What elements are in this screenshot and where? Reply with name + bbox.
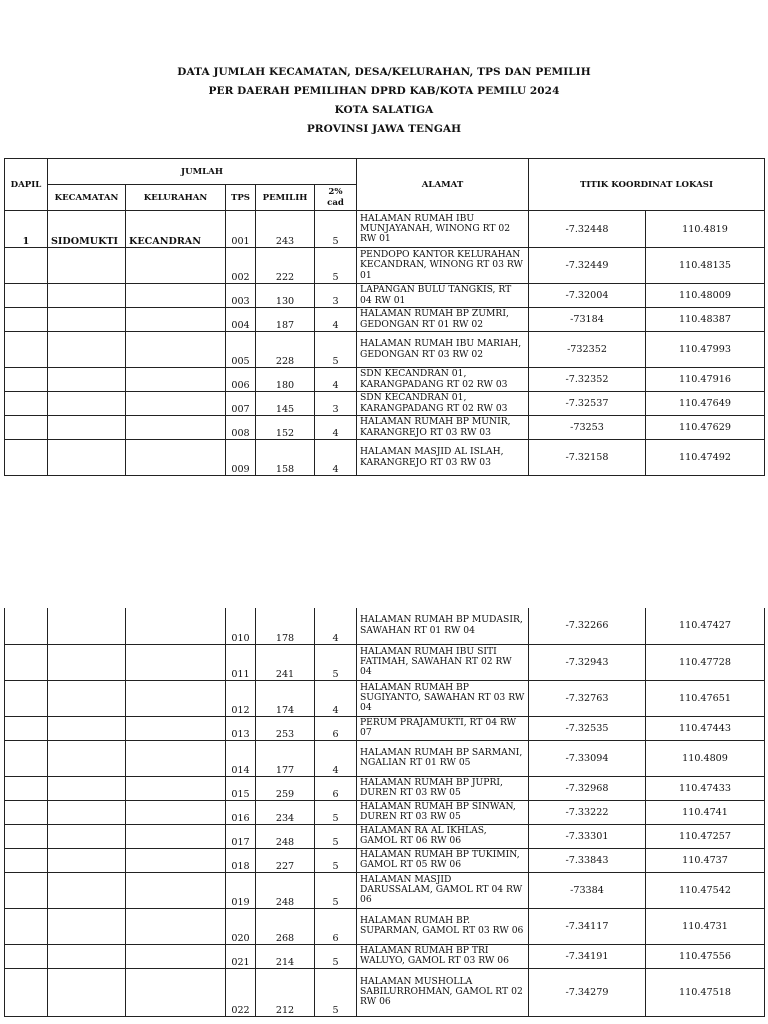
latitude-cell: -7.34191 — [529, 944, 646, 968]
pemilih-cell: 180 — [256, 368, 315, 392]
kelurahan-cell — [126, 248, 226, 284]
alamat-cell: HALAMAN RUMAH BP SINWAN, DUREN RT 03 RW 05 — [357, 800, 529, 824]
table-row — [5, 368, 765, 392]
document-title-block — [0, 63, 768, 139]
table-row — [5, 716, 765, 740]
longitude-cell: 110.47427 — [646, 608, 765, 644]
pemilih-cell: 212 — [256, 968, 315, 1016]
cad-cell: 3 — [315, 392, 357, 416]
pemilih-cell: 259 — [256, 776, 315, 800]
latitude-cell: -7.32968 — [529, 776, 646, 800]
pemilih-cell: 268 — [256, 908, 315, 944]
title-line-2: PER DAERAH PEMILIHAN DPRD KAB/KOTA PEMILU 2024 — [208, 85, 560, 97]
kecamatan-cell — [48, 776, 126, 800]
dapil-cell — [5, 872, 48, 908]
dapil-cell — [5, 248, 48, 284]
kecamatan-cell — [48, 872, 126, 908]
alamat-cell: HALAMAN RUMAH BP TUKIMIN, GAMOL RT 05 RW 06 — [357, 848, 529, 872]
kecamatan-cell — [48, 392, 126, 416]
kelurahan-cell — [126, 740, 226, 776]
tps-table-page-1 — [4, 158, 765, 476]
dapil-cell — [5, 944, 48, 968]
latitude-cell: -7.32004 — [529, 284, 646, 308]
kecamatan-cell — [48, 368, 126, 392]
tps-cell: 016 — [226, 800, 256, 824]
alamat-cell: HALAMAN RUMAH BP. SUPARMAN, GAMOL RT 03 RW 06 — [357, 908, 529, 944]
kecamatan-cell — [48, 800, 126, 824]
kecamatan-cell — [48, 680, 126, 716]
kelurahan-cell — [126, 440, 226, 476]
kecamatan-cell — [48, 308, 126, 332]
dapil-cell — [5, 392, 48, 416]
kelurahan-cell — [126, 776, 226, 800]
dapil-cell — [5, 968, 48, 1016]
alamat-cell: HALAMAN RUMAH IBU MARIAH, GEDONGAN RT 03 RW 02 — [357, 332, 529, 368]
cad-cell: 5 — [315, 824, 357, 848]
longitude-cell: 110.4737 — [646, 848, 765, 872]
cad-cell: 5 — [315, 248, 357, 284]
alamat-cell: HALAMAN RUMAH IBU MUNJAYANAH, WINONG RT 02 RW 01 — [357, 211, 529, 248]
tps-cell: 011 — [226, 644, 256, 680]
dapil-cell — [5, 416, 48, 440]
pemilih-cell: 228 — [256, 332, 315, 368]
tps-cell: 015 — [226, 776, 256, 800]
alamat-cell: HALAMAN MASJID DARUSSALAM, GAMOL RT 04 RW 06 — [357, 872, 529, 908]
pemilih-cell: 152 — [256, 416, 315, 440]
latitude-cell: -7.33301 — [529, 824, 646, 848]
cad-cell: 3 — [315, 284, 357, 308]
pemilih-cell: 227 — [256, 848, 315, 872]
tps-cell: 019 — [226, 872, 256, 908]
pemilih-cell: 145 — [256, 392, 315, 416]
dapil-cell — [5, 332, 48, 368]
dapil-cell — [5, 716, 48, 740]
longitude-cell: 110.47629 — [646, 416, 765, 440]
longitude-cell: 110.47433 — [646, 776, 765, 800]
cad-cell: 4 — [315, 308, 357, 332]
table-row — [5, 308, 765, 332]
dapil-cell — [5, 800, 48, 824]
alamat-cell: PENDOPO KANTOR KELURAHAN KECANDRAN, WINONG RT 03 RW 01 — [357, 248, 529, 284]
table-row — [5, 824, 765, 848]
longitude-cell: 110.47518 — [646, 968, 765, 1016]
latitude-cell: -732352 — [529, 332, 646, 368]
table-body-page-1 — [5, 211, 765, 476]
kecamatan-cell — [48, 968, 126, 1016]
pemilih-cell: 248 — [256, 872, 315, 908]
longitude-cell: 110.48387 — [646, 308, 765, 332]
tps-cell: 018 — [226, 848, 256, 872]
table-row — [5, 392, 765, 416]
latitude-cell: -7.33843 — [529, 848, 646, 872]
table-row — [5, 740, 765, 776]
longitude-cell: 110.47257 — [646, 824, 765, 848]
alamat-cell: HALAMAN RUMAH BP JUPRI, DUREN RT 03 RW 05 — [357, 776, 529, 800]
table-row — [5, 848, 765, 872]
alamat-cell: HALAMAN RUMAH BP TRI WALUYO, GAMOL RT 03 RW 06 — [357, 944, 529, 968]
tps-cell: 010 — [226, 608, 256, 644]
dapil-cell — [5, 368, 48, 392]
dapil-cell — [5, 284, 48, 308]
pemilih-cell: 178 — [256, 608, 315, 644]
title-line-4: PROVINSI JAWA TENGAH — [306, 123, 462, 135]
latitude-cell: -73384 — [529, 872, 646, 908]
cad-cell: 4 — [315, 440, 357, 476]
alamat-cell: HALAMAN RUMAH BP MUNIR, KARANGREJO RT 03 RW 03 — [357, 416, 529, 440]
kelurahan-cell — [126, 944, 226, 968]
latitude-cell: -73184 — [529, 308, 646, 332]
latitude-cell: -7.34279 — [529, 968, 646, 1016]
longitude-cell: 110.47542 — [646, 872, 765, 908]
table-row — [5, 416, 765, 440]
kecamatan-cell — [48, 824, 126, 848]
tps-cell: 007 — [226, 392, 256, 416]
latitude-cell: -7.32535 — [529, 716, 646, 740]
tps-cell: 013 — [226, 716, 256, 740]
longitude-cell: 110.47649 — [646, 392, 765, 416]
latitude-cell: -7.33094 — [529, 740, 646, 776]
kecamatan-cell — [48, 716, 126, 740]
header-alamat: ALAMAT — [357, 159, 529, 211]
header-jumlah: JUMLAH — [48, 159, 357, 185]
pemilih-cell: 243 — [256, 211, 315, 248]
tps-cell: 003 — [226, 284, 256, 308]
latitude-cell: -7.32943 — [529, 644, 646, 680]
cad-cell: 5 — [315, 848, 357, 872]
cad-cell: 5 — [315, 800, 357, 824]
kelurahan-cell — [126, 644, 226, 680]
header-cad — [315, 185, 357, 211]
header-tps: TPS — [226, 185, 256, 211]
header-pemilih: PEMILIH — [256, 185, 315, 211]
header-cad-line-1: 2% — [328, 186, 343, 197]
pemilih-cell: 187 — [256, 308, 315, 332]
tps-cell: 001 — [226, 211, 256, 248]
cad-cell: 6 — [315, 776, 357, 800]
pemilih-cell: 158 — [256, 440, 315, 476]
alamat-cell: HALAMAN RUMAH IBU SITI FATIMAH, SAWAHAN RT 02 RW 04 — [357, 644, 529, 680]
table-row — [5, 680, 765, 716]
cad-cell: 5 — [315, 968, 357, 1016]
pemilih-cell: 214 — [256, 944, 315, 968]
kecamatan-cell — [48, 284, 126, 308]
cad-cell: 5 — [315, 872, 357, 908]
alamat-cell: HALAMAN RA AL IKHLAS, GAMOL RT 06 RW 06 — [357, 824, 529, 848]
tps-cell: 012 — [226, 680, 256, 716]
dapil-cell — [5, 440, 48, 476]
latitude-cell: -7.32537 — [529, 392, 646, 416]
alamat-cell: HALAMAN RUMAH BP ZUMRI, GEDONGAN RT 01 RW 02 — [357, 308, 529, 332]
header-dapil: DAPIL — [5, 159, 48, 211]
kelurahan-cell — [126, 824, 226, 848]
tps-cell: 004 — [226, 308, 256, 332]
dapil-cell — [5, 644, 48, 680]
kelurahan-cell — [126, 908, 226, 944]
kecamatan-cell — [48, 944, 126, 968]
dapil-cell — [5, 740, 48, 776]
tps-cell: 017 — [226, 824, 256, 848]
kecamatan-cell — [48, 740, 126, 776]
pemilih-cell: 177 — [256, 740, 315, 776]
alamat-cell: LAPANGAN BULU TANGKIS, RT 04 RW 01 — [357, 284, 529, 308]
table-body-page-2 — [5, 608, 765, 1016]
dapil-cell: 1 — [5, 211, 48, 248]
kecamatan-cell — [48, 608, 126, 644]
longitude-cell: 110.47651 — [646, 680, 765, 716]
table-row — [5, 944, 765, 968]
pemilih-cell: 234 — [256, 800, 315, 824]
cad-cell: 4 — [315, 608, 357, 644]
title-line-1: DATA JUMLAH KECAMATAN, DESA/KELURAHAN, TPS DAN PEMILIH — [177, 66, 591, 78]
kelurahan-cell — [126, 368, 226, 392]
alamat-cell: PERUM PRAJAMUKTI, RT 04 RW 07 — [357, 716, 529, 740]
kecamatan-cell — [48, 248, 126, 284]
tps-cell: 006 — [226, 368, 256, 392]
latitude-cell: -73253 — [529, 416, 646, 440]
alamat-cell: HALAMAN MUSHOLLA SABILURROHMAN, GAMOL RT 02 RW 06 — [357, 968, 529, 1016]
dapil-cell — [5, 848, 48, 872]
latitude-cell: -7.32763 — [529, 680, 646, 716]
table-row — [5, 800, 765, 824]
latitude-cell: -7.34117 — [529, 908, 646, 944]
tps-cell: 014 — [226, 740, 256, 776]
dapil-cell — [5, 680, 48, 716]
kelurahan-cell — [126, 284, 226, 308]
cad-cell: 5 — [315, 644, 357, 680]
cad-cell: 5 — [315, 944, 357, 968]
dapil-cell — [5, 608, 48, 644]
kelurahan-cell — [126, 968, 226, 1016]
longitude-cell: 110.47728 — [646, 644, 765, 680]
latitude-cell: -7.33222 — [529, 800, 646, 824]
longitude-cell: 110.48135 — [646, 248, 765, 284]
kecamatan-cell — [48, 848, 126, 872]
longitude-cell: 110.47916 — [646, 368, 765, 392]
alamat-cell: HALAMAN RUMAH BP MUDASIR, SAWAHAN RT 01 RW 04 — [357, 608, 529, 644]
cad-cell: 4 — [315, 416, 357, 440]
longitude-cell: 110.4819 — [646, 211, 765, 248]
latitude-cell: -7.32352 — [529, 368, 646, 392]
cad-cell: 6 — [315, 716, 357, 740]
tps-cell: 020 — [226, 908, 256, 944]
longitude-cell: 110.4809 — [646, 740, 765, 776]
kelurahan-cell — [126, 848, 226, 872]
tps-cell: 022 — [226, 968, 256, 1016]
cad-cell: 4 — [315, 680, 357, 716]
cad-cell: 6 — [315, 908, 357, 944]
kecamatan-cell — [48, 416, 126, 440]
alamat-cell: SDN KECANDRAN 01, KARANGPADANG RT 02 RW 03 — [357, 368, 529, 392]
kelurahan-cell — [126, 308, 226, 332]
tps-cell: 021 — [226, 944, 256, 968]
dapil-cell — [5, 776, 48, 800]
tps-cell: 002 — [226, 248, 256, 284]
longitude-cell: 110.47443 — [646, 716, 765, 740]
kecamatan-cell — [48, 440, 126, 476]
header-titik-koordinat: TITIK KOORDINAT LOKASI — [529, 159, 765, 211]
kelurahan-cell — [126, 800, 226, 824]
table-row — [5, 248, 765, 284]
kecamatan-cell — [48, 332, 126, 368]
tps-cell: 005 — [226, 332, 256, 368]
kelurahan-cell — [126, 716, 226, 740]
tps-cell: 008 — [226, 416, 256, 440]
tps-cell: 009 — [226, 440, 256, 476]
table-row — [5, 284, 765, 308]
longitude-cell: 110.47993 — [646, 332, 765, 368]
pemilih-cell: 253 — [256, 716, 315, 740]
kecamatan-cell — [48, 644, 126, 680]
kelurahan-cell: KECANDRAN — [126, 211, 226, 248]
latitude-cell: -7.32448 — [529, 211, 646, 248]
pemilih-cell: 130 — [256, 284, 315, 308]
header-kecamatan: KECAMATAN — [48, 185, 126, 211]
tps-table-page-2 — [4, 608, 765, 1017]
kecamatan-cell — [48, 908, 126, 944]
cad-cell: 5 — [315, 211, 357, 248]
kecamatan-cell: SIDOMUKTI — [48, 211, 126, 248]
table-row — [5, 776, 765, 800]
header-kelurahan: KELURAHAN — [126, 185, 226, 211]
header-cad-line-2: cad — [327, 197, 344, 208]
cad-cell: 4 — [315, 368, 357, 392]
table-row — [5, 968, 765, 1016]
table-row — [5, 211, 765, 248]
table-row — [5, 872, 765, 908]
kelurahan-cell — [126, 608, 226, 644]
title-line-3: KOTA SALATIGA — [334, 104, 434, 116]
kelurahan-cell — [126, 416, 226, 440]
pemilih-cell: 241 — [256, 644, 315, 680]
latitude-cell: -7.32449 — [529, 248, 646, 284]
dapil-cell — [5, 308, 48, 332]
pemilih-cell: 248 — [256, 824, 315, 848]
kelurahan-cell — [126, 680, 226, 716]
kelurahan-cell — [126, 392, 226, 416]
alamat-cell: SDN KECANDRAN 01, KARANGPADANG RT 02 RW 03 — [357, 392, 529, 416]
longitude-cell: 110.4741 — [646, 800, 765, 824]
alamat-cell: HALAMAN MASJID AL ISLAH, KARANGREJO RT 03 RW 03 — [357, 440, 529, 476]
table-row — [5, 644, 765, 680]
latitude-cell: -7.32266 — [529, 608, 646, 644]
alamat-cell: HALAMAN RUMAH BP SARMANI, NGALIAN RT 01 RW 05 — [357, 740, 529, 776]
table-row — [5, 332, 765, 368]
cad-cell: 4 — [315, 740, 357, 776]
table-row — [5, 608, 765, 644]
kelurahan-cell — [126, 332, 226, 368]
longitude-cell: 110.47492 — [646, 440, 765, 476]
alamat-cell: HALAMAN RUMAH BP SUGIYANTO, SAWAHAN RT 03 RW 04 — [357, 680, 529, 716]
longitude-cell: 110.4731 — [646, 908, 765, 944]
cad-cell: 5 — [315, 332, 357, 368]
longitude-cell: 110.47556 — [646, 944, 765, 968]
pemilih-cell: 174 — [256, 680, 315, 716]
longitude-cell: 110.48009 — [646, 284, 765, 308]
latitude-cell: -7.32158 — [529, 440, 646, 476]
dapil-cell — [5, 824, 48, 848]
table-row — [5, 908, 765, 944]
pemilih-cell: 222 — [256, 248, 315, 284]
table-row — [5, 440, 765, 476]
dapil-cell — [5, 908, 48, 944]
kelurahan-cell — [126, 872, 226, 908]
